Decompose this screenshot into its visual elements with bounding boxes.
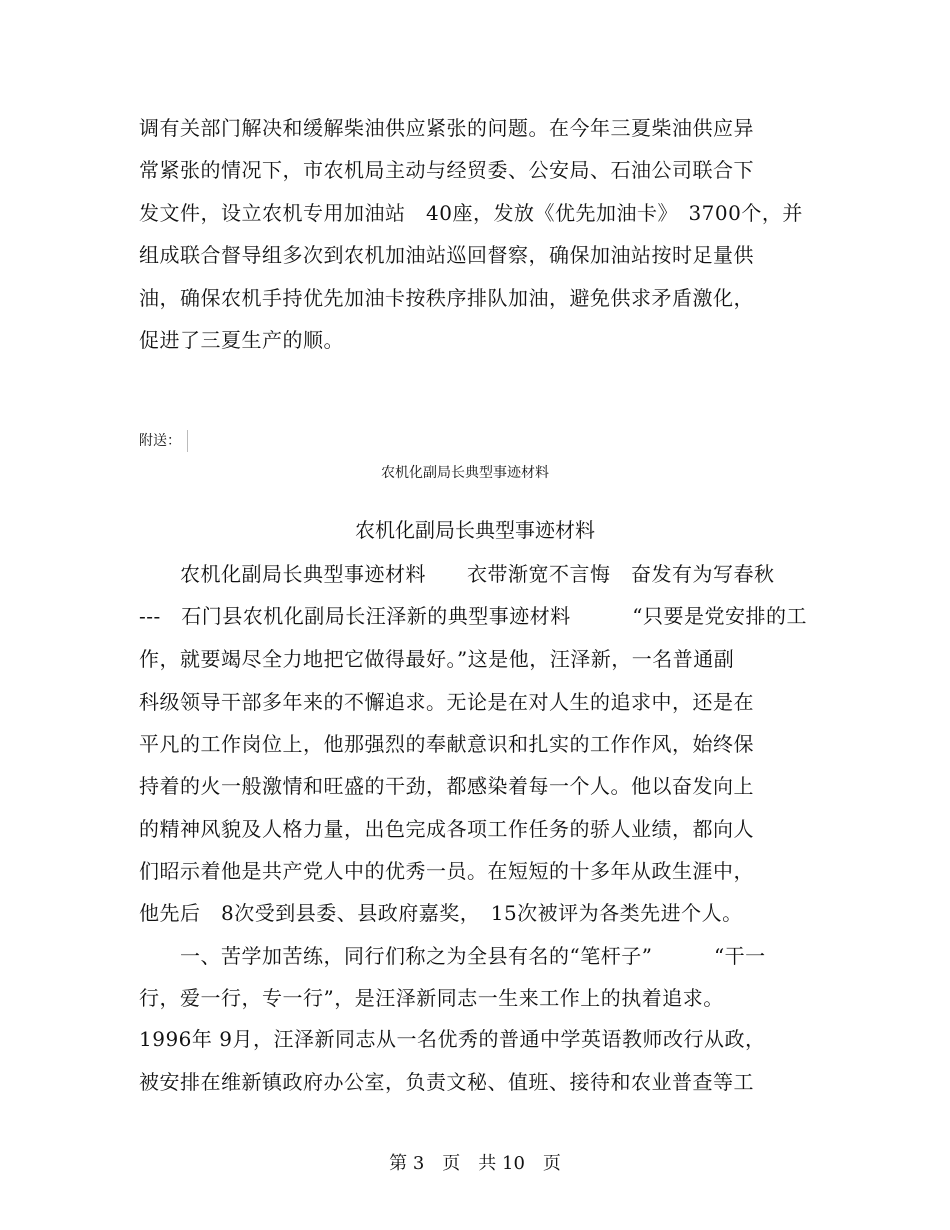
text-line: 被安排在维新镇政府办公室，负责文秘、值班、接待和农业普查等工: [139, 1070, 754, 1094]
attachment-label: 附送：: [139, 433, 181, 449]
text-line: 科级领导干部多年来的不懈追求。无论是在对人生的追求中，还是在: [139, 690, 754, 714]
text-line: 常紧张的情况下，市农机局主动与经贸委、公安局、石油公司联合下: [139, 158, 754, 182]
attachment-title: 农机化副局长典型事迹材料: [381, 465, 549, 481]
text-line: 油，确保农机手持优先加油卡按秩序排队加油，避免供求矛盾激化，: [139, 286, 754, 310]
text-line: 行，爱一行，专一行”，是汪泽新同志一生来工作上的执着追求。: [139, 986, 724, 1010]
text-line: 平凡的工作岗位上，他那强烈的奉献意识和扎实的工作作风，始终保: [139, 732, 754, 756]
text-line: 组成联合督导组多次到农机加油站巡回督察，确保加油站按时足量供: [139, 243, 754, 267]
text-line: 们昭示着他是共产党人中的优秀一员。在短短的十多年从政生涯中，: [139, 859, 754, 883]
text-line: 调有关部门解决和缓解柴油供应紧张的问题。在今年三夏柴油供应异: [139, 116, 754, 140]
text-line: 促进了三夏生产的顺。: [139, 328, 344, 352]
text-line: 1996年 9月，汪泽新同志从一名优秀的普通中学英语教师改行从政，: [139, 1027, 766, 1051]
text-line: 发文件，设立农机专用加油站 40座，发放《优先加油卡》 3700个，并: [139, 201, 803, 225]
text-line: --- 石门县农机化副局长汪泽新的典型事迹材料 “只要是党安排的工: [139, 604, 807, 628]
text-line: 他先后 8次受到县委、县政府嘉奖， 15次被评为各类先进个人。: [139, 901, 743, 925]
text-line: 作，就要竭尽全力地把它做得最好。”这是他，汪泽新，一名普通副: [139, 647, 735, 671]
attachment-divider: [187, 430, 188, 452]
text-line: 一、苦学加苦练，同行们称之为全县有名的“笔杆子” “干一: [139, 944, 766, 968]
text-line: 农机化副局长典型事迹材料 衣带渐宽不言悔 奋发有为写春秋: [139, 562, 775, 586]
page-title: 农机化副局长典型事迹材料: [355, 518, 595, 542]
text-line: 持着的火一般激情和旺盛的干劲，都感染着每一个人。他以奋发向上: [139, 774, 754, 798]
text-line: 的精神风貌及人格力量，出色完成各项工作任务的骄人业绩，都向人: [139, 817, 754, 841]
page-footer: 第 3 页 共 10 页: [389, 1153, 561, 1174]
